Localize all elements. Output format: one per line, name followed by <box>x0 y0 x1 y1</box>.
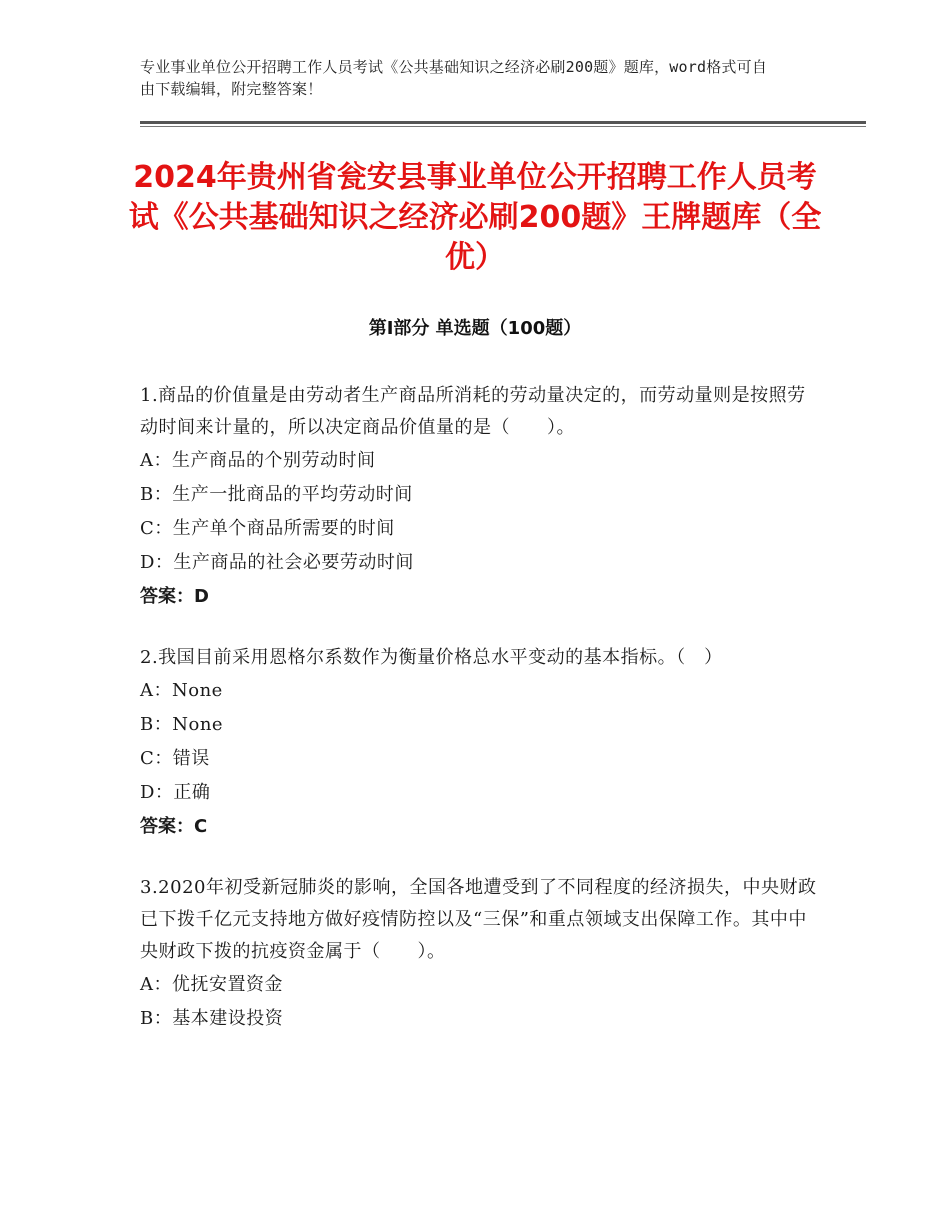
option-c: C：错误 <box>140 748 210 769</box>
option-b: B：生产一批商品的平均劳动时间 <box>140 484 413 505</box>
question-stem: 1.商品的价值量是由劳动者生产商品所消耗的劳动量决定的，而劳动量则是按照劳动时间来计量的，所以决定商品价值量的是（ ）。 <box>140 385 806 438</box>
option-b: B：None <box>140 714 224 735</box>
question-stem: 3.2020年初受新冠肺炎的影响，全国各地遭受到了不同程度的经济损失，中央财政已下拨千亿元支持地方做好疫情防控以及“三保”和重点领域支出保障工作。其中中央财政下拨的抗疫资金属于（ ）。 <box>140 877 817 962</box>
question-3 <box>140 872 820 1036</box>
option-a: A：优抚安置资金 <box>140 974 283 995</box>
option-d: D：正确 <box>140 782 211 803</box>
question-2 <box>140 642 820 844</box>
question-1 <box>140 380 820 614</box>
answer: 答案：D <box>140 586 209 607</box>
option-c: C：生产单个商品所需要的时间 <box>140 518 395 539</box>
option-d: D：生产商品的社会必要劳动时间 <box>140 552 414 573</box>
question-stem: 2.我国目前采用恩格尔系数作为衡量价格总水平变动的基本指标。（ ） <box>140 647 723 668</box>
section-title: 第Ⅰ部分 单选题（100题） <box>368 318 582 339</box>
header-note: 专业事业单位公开招聘工作人员考试《公共基础知识之经济必刷200题》题库，word格式可自由下载编辑，附完整答案！ <box>140 58 768 98</box>
question-list <box>140 380 820 1064</box>
document-title: 2024年贵州省瓮安县事业单位公开招聘工作人员考试《公共基础知识之经济必刷200题》王牌题库（全优） <box>128 160 822 275</box>
option-a: A：生产商品的个别劳动时间 <box>140 450 376 471</box>
answer: 答案：C <box>140 816 208 837</box>
header-divider-thick <box>140 121 866 124</box>
option-a: A：None <box>140 680 223 701</box>
option-b: B：基本建设投资 <box>140 1008 284 1029</box>
header-divider-thin <box>140 126 866 127</box>
